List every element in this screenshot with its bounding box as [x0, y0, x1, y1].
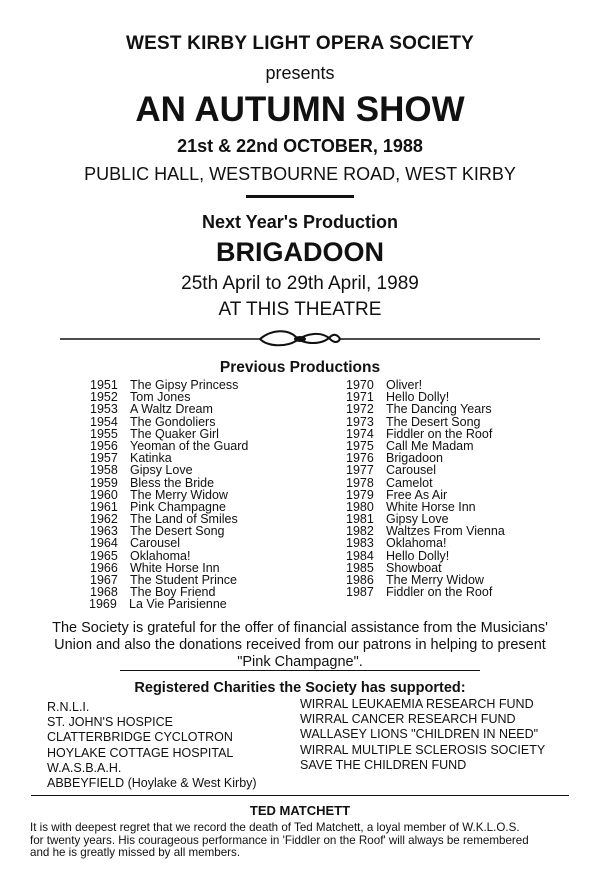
- production-row: [346, 464, 505, 476]
- production-title: Fiddler on the Roof: [386, 426, 493, 441]
- production-year: 1967: [90, 573, 118, 587]
- charity-item: R.N.L.I.: [47, 700, 90, 714]
- production-year: 1954: [90, 414, 118, 429]
- production-year: 1986: [346, 573, 374, 587]
- production-year: 1951: [90, 378, 118, 392]
- production-title: Free As Air: [386, 487, 448, 502]
- production-year: 1974: [346, 426, 374, 441]
- previous-productions-heading: Previous Productions: [219, 359, 381, 376]
- acknowledgement-line: "Pink Champagne".: [237, 654, 363, 670]
- show-dates: 21st & 22nd OCTOBER, 1988: [177, 136, 423, 156]
- production-title: Oklahoma!: [130, 548, 191, 563]
- production-year: 1977: [346, 463, 374, 478]
- production-row: [90, 477, 248, 489]
- charity-item: WIRRAL LEUKAEMIA RESEARCH FUND: [300, 697, 534, 711]
- production-year: 1960: [90, 487, 118, 502]
- production-year: 1975: [346, 438, 374, 453]
- charity-item: SAVE THE CHILDREN FUND: [300, 757, 467, 772]
- production-title: The Boy Friend: [130, 585, 216, 600]
- production-row: [346, 550, 505, 562]
- production-title: White Horse Inn: [130, 560, 220, 575]
- acknowledgement-line: The Society is grateful for the offer of financial assistance from the Musicians': [52, 620, 548, 636]
- production-title: Gipsy Love: [386, 512, 449, 527]
- charity-item: ABBEYFIELD (Hoylake & West Kirby): [47, 776, 257, 791]
- production-year: 1966: [90, 560, 118, 575]
- charity-item: WALLASEY LIONS "CHILDREN IN NEED": [300, 727, 539, 742]
- next-production-location: AT THIS THEATRE: [218, 299, 382, 320]
- production-year: 1970: [346, 378, 374, 392]
- charity-item: WIRRAL CANCER RESEARCH FUND: [300, 712, 516, 727]
- productions-list-right: [346, 379, 505, 598]
- production-year: 1980: [346, 499, 374, 514]
- production-year: 1953: [90, 402, 118, 417]
- production-row: [90, 550, 248, 562]
- production-title: The Dancing Years: [386, 402, 492, 417]
- production-title: Bless the Bride: [130, 475, 215, 490]
- acknowledgement-line: Union and also the donations received from our patrons in helping to present: [54, 637, 546, 653]
- obituary-line: for twenty years. His courageous performance in 'Fiddler on the Roof' will always be remembered: [30, 833, 529, 847]
- production-year: 1959: [90, 475, 118, 490]
- production-year: 1978: [346, 475, 374, 490]
- production-year: 1972: [346, 402, 374, 417]
- production-title: Brigadoon: [386, 451, 443, 466]
- production-year: 1981: [346, 512, 374, 527]
- production-title: Pink Champagne: [130, 499, 226, 514]
- production-year: 1955: [90, 426, 118, 441]
- productions-list-left: [90, 379, 248, 598]
- divider-rule: [120, 670, 480, 671]
- production-year: 1979: [346, 487, 374, 502]
- charity-item: HOYLAKE COTTAGE HOSPITAL: [47, 745, 234, 760]
- obituary-line: and he is greatly missed by all members.: [30, 846, 241, 860]
- ornament-divider: [60, 326, 540, 350]
- production-title: Showboat: [386, 560, 442, 575]
- production-title: Oklahoma!: [386, 536, 447, 551]
- obituary-heading: TED MATCHETT: [249, 803, 351, 818]
- production-title: Fiddler on the Roof: [386, 585, 493, 600]
- production-title: The Desert Song: [386, 414, 481, 429]
- production-title: A Waltz Dream: [130, 402, 213, 417]
- society-name: WEST KIRBY LIGHT OPERA SOCIETY: [125, 33, 475, 54]
- production-row: [90, 537, 248, 549]
- production-title: Camelot: [386, 475, 433, 490]
- production-row: [346, 586, 505, 598]
- production-year: 1983: [346, 536, 374, 551]
- production-title: The Gipsy Princess: [130, 378, 239, 392]
- production-year: 1976: [346, 451, 374, 466]
- divider-rule: [31, 795, 569, 796]
- production-title: The Land of Smiles: [130, 512, 238, 527]
- production-year: 1971: [346, 390, 374, 405]
- production-row: [90, 416, 248, 428]
- production-title: Hello Dolly!: [386, 548, 450, 563]
- production-year: 1965: [90, 548, 118, 563]
- production-title: Carousel: [386, 463, 437, 478]
- production-year: 1982: [346, 524, 374, 539]
- venue: PUBLIC HALL, WESTBOURNE ROAD, WEST KIRBY: [84, 164, 516, 184]
- production-title: The Gondoliers: [130, 414, 216, 429]
- charity-item: CLATTERBRIDGE CYCLOTRON: [47, 730, 233, 745]
- production-title: White Horse Inn: [386, 499, 476, 514]
- production-row: [90, 464, 248, 476]
- production-title: Tom Jones: [130, 390, 191, 405]
- production-year: 1962: [90, 512, 118, 527]
- charity-item: WIRRAL MULTIPLE SCLEROSIS SOCIETY: [300, 742, 546, 757]
- production-year: 1964: [90, 536, 118, 551]
- charities-heading: Registered Charities the Society has supported:: [134, 680, 466, 696]
- production-title: The Student Prince: [130, 573, 238, 587]
- obituary-line: It is with deepest regret that we record the death of Ted Matchett, a loyal member of W.K.L.O.S.: [30, 821, 520, 834]
- production-year: 1968: [90, 585, 118, 600]
- production-title: Yeoman of the Guard: [130, 438, 249, 453]
- next-production-dates: 25th April to 29th April, 1989: [181, 273, 419, 294]
- production-row: [346, 403, 505, 415]
- divider-rule: [246, 195, 354, 198]
- production-title: The Merry Widow: [130, 487, 228, 502]
- production-year: 1952: [90, 390, 118, 405]
- production-title: Katinka: [130, 451, 172, 466]
- production-title: Gipsy Love: [130, 463, 193, 478]
- production-title: The Quaker Girl: [130, 426, 219, 441]
- productions-list-extra: [89, 598, 227, 610]
- next-production-title: BRIGADOON: [216, 237, 384, 267]
- production-title: Call Me Madam: [386, 438, 474, 453]
- presents-text: presents: [265, 63, 335, 83]
- production-year: 1958: [90, 463, 118, 478]
- production-row: [90, 403, 248, 415]
- charity-item: W.A.S.B.A.H.: [47, 760, 122, 775]
- production-title: Waltzes From Vienna: [386, 524, 505, 539]
- production-year: 1973: [346, 414, 374, 429]
- production-year: 1969: [89, 597, 117, 611]
- charities-list-left: [47, 700, 257, 791]
- production-row: [346, 477, 505, 489]
- production-year: 1987: [346, 585, 374, 600]
- production-title: La Vie Parisienne: [129, 597, 227, 611]
- show-title: AN AUTUMN SHOW: [135, 90, 465, 129]
- production-year: 1984: [346, 548, 374, 563]
- production-row: [346, 537, 505, 549]
- production-title: Hello Dolly!: [386, 390, 450, 405]
- obituary-text: [30, 822, 575, 860]
- next-production-heading: Next Year's Production: [201, 212, 398, 232]
- production-year: 1956: [90, 438, 118, 453]
- production-year: 1961: [90, 499, 118, 514]
- production-row: [346, 416, 505, 428]
- production-title: The Desert Song: [130, 524, 225, 539]
- charity-item: ST. JOHN'S HOSPICE: [47, 715, 174, 730]
- production-title: Carousel: [130, 536, 181, 551]
- acknowledgement: [0, 620, 600, 671]
- production-year: 1985: [346, 560, 374, 575]
- production-row: [89, 598, 227, 610]
- production-year: 1963: [90, 524, 118, 539]
- charities-list-right: [300, 697, 545, 773]
- production-title: Oliver!: [386, 378, 423, 392]
- production-title: The Merry Widow: [386, 573, 484, 587]
- production-year: 1957: [90, 451, 118, 466]
